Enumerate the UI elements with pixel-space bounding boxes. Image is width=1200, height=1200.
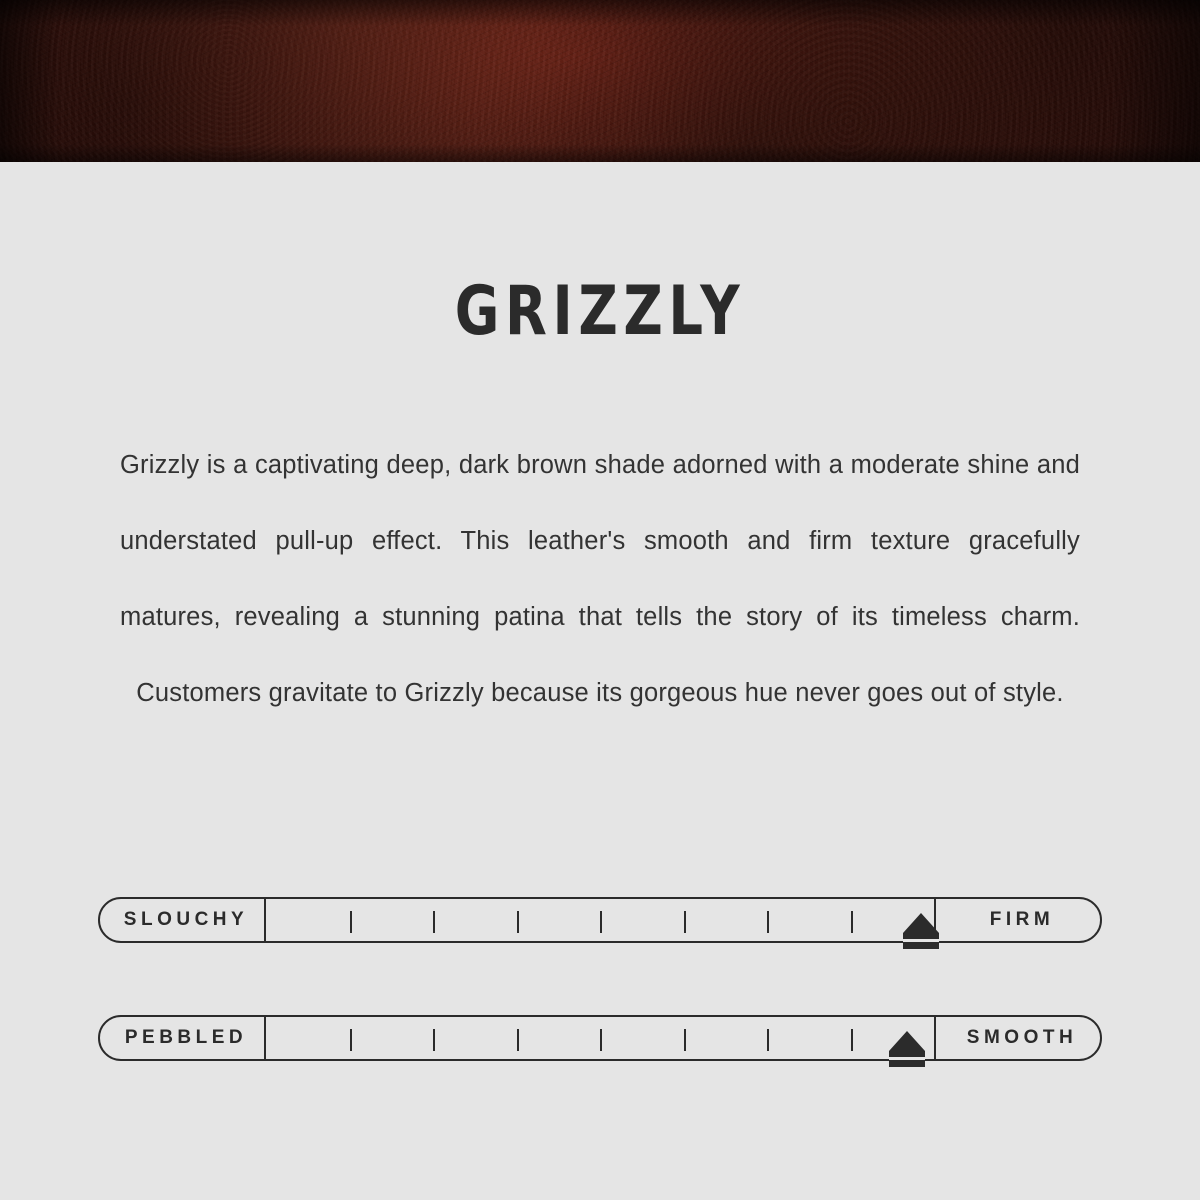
scale-tick xyxy=(767,1029,769,1051)
marker-notch xyxy=(903,939,939,942)
scale-firmness-track[interactable] xyxy=(98,897,1102,943)
scale-firmness-left-label: SLOUCHY xyxy=(100,899,266,941)
scale-tick xyxy=(851,911,853,933)
scale-texture-marker[interactable] xyxy=(889,1031,925,1067)
attribute-scales xyxy=(98,897,1102,1133)
scale-tick xyxy=(350,1029,352,1051)
scale-tick xyxy=(684,1029,686,1051)
description-text: Grizzly is a captivating deep, dark brown shade adorned with a moderate shine and understated pull-up effect. This leather's smooth and firm texture gracefully matures, revealing a stunning patina that tells the story of its timeless charm. Customers gravitate to Grizzly because its gorgeous hue never goes out of style. xyxy=(120,451,1080,707)
marker-head-icon xyxy=(903,913,939,933)
scale-tick xyxy=(433,911,435,933)
scale-texture-left-label: PEBBLED xyxy=(100,1017,266,1059)
scale-tick xyxy=(767,911,769,933)
scale-tick xyxy=(517,1029,519,1051)
page-title: GRIZZLY xyxy=(454,272,746,351)
scale-tick xyxy=(600,911,602,933)
scale-firmness xyxy=(98,897,1102,943)
marker-notch xyxy=(889,1057,925,1060)
card-content xyxy=(0,162,1200,1200)
grizzly-leather-swatch-image xyxy=(0,0,1200,162)
leather-shadow-left xyxy=(0,0,60,162)
scale-firmness-right-label: FIRM xyxy=(934,899,1100,941)
scale-firmness-middle xyxy=(266,899,934,941)
leather-shadow-top xyxy=(0,0,1200,26)
scale-tick xyxy=(600,1029,602,1051)
scale-tick xyxy=(350,911,352,933)
scale-tick xyxy=(517,911,519,933)
marker-head-icon xyxy=(889,1031,925,1051)
scale-tick xyxy=(684,911,686,933)
scale-texture-track[interactable] xyxy=(98,1015,1102,1061)
scale-texture-right-label: SMOOTH xyxy=(934,1017,1100,1059)
scale-texture xyxy=(98,1015,1102,1061)
leather-shadow-bottom xyxy=(0,144,1200,162)
scale-firmness-marker[interactable] xyxy=(903,913,939,949)
scale-texture-middle xyxy=(266,1017,934,1059)
scale-tick xyxy=(851,1029,853,1051)
leather-shadow-right xyxy=(1110,0,1200,162)
scale-tick xyxy=(433,1029,435,1051)
